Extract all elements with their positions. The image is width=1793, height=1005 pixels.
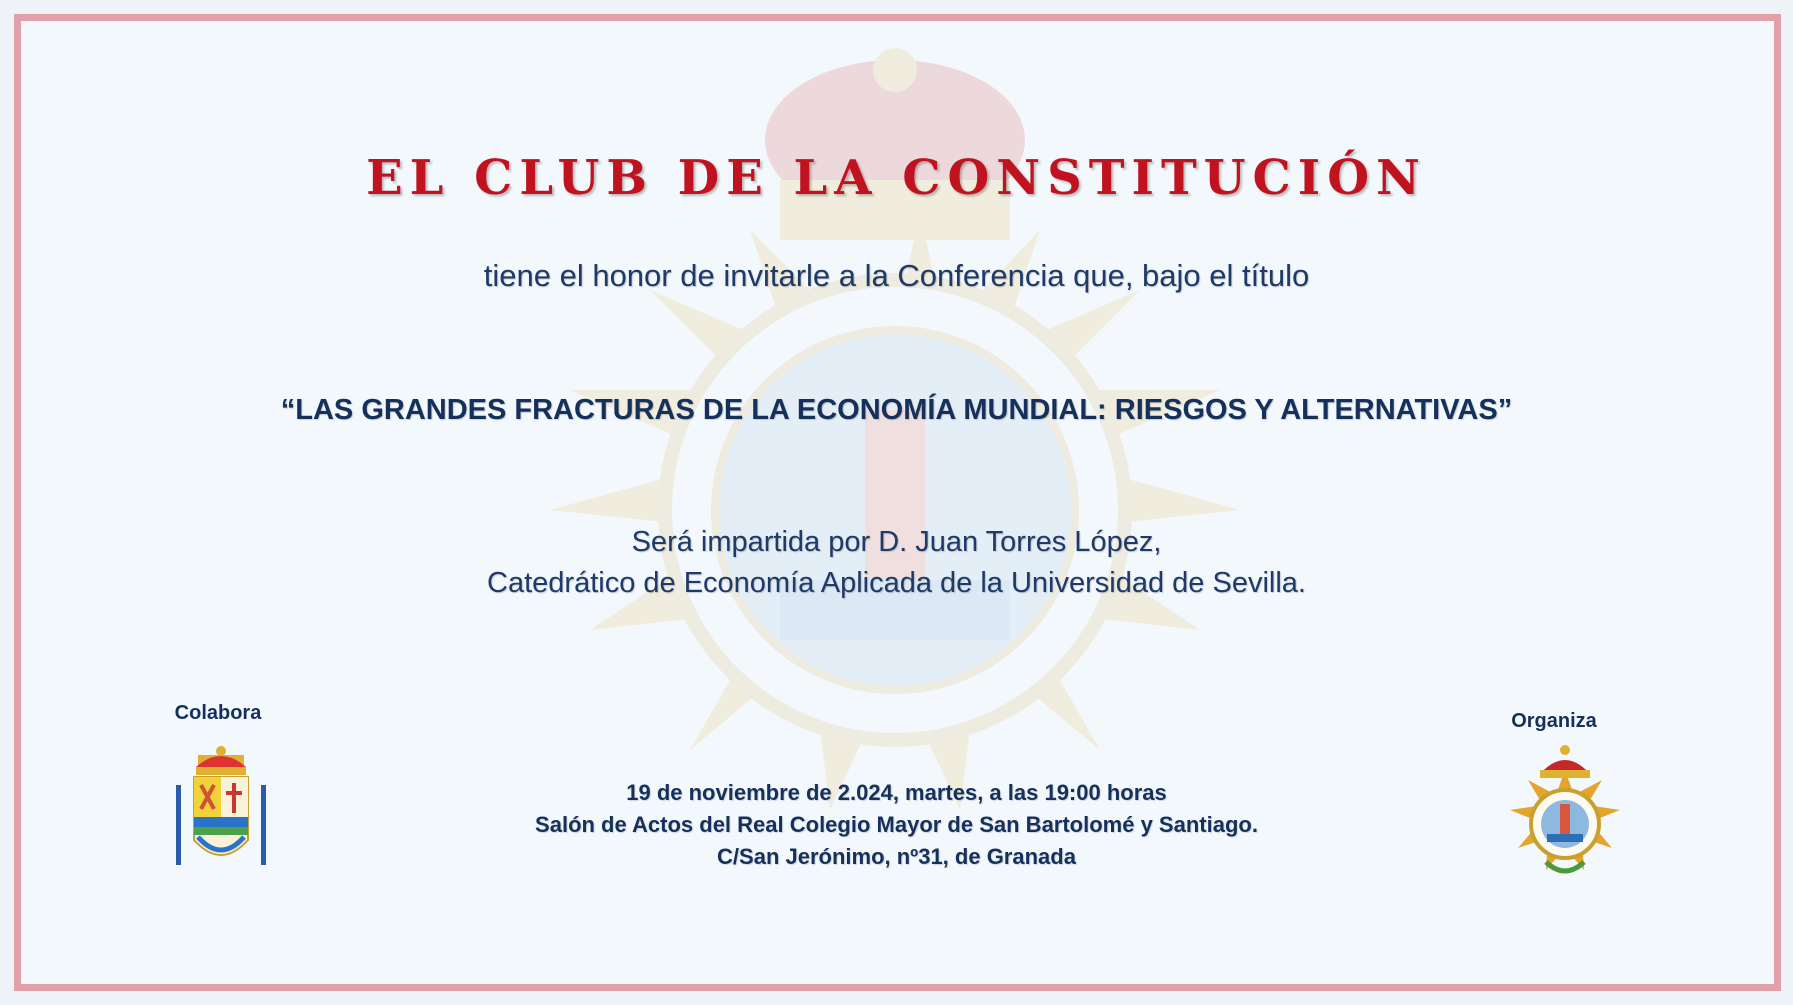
speaker-role: Catedrático de Economía Aplicada de la Universidad de Sevilla. bbox=[487, 567, 1306, 599]
collaborator-label: Colabora bbox=[174, 702, 262, 724]
event-venue: Salón de Actos del Real Colegio Mayor de San Bartolomé y Santiago. bbox=[535, 812, 1258, 837]
organizer-label: Organiza bbox=[1511, 710, 1597, 732]
organizer-emblem-icon bbox=[1502, 740, 1628, 895]
event-address: C/San Jerónimo, nº31, de Granada bbox=[717, 844, 1076, 869]
invitation-intro: tiene el honor de invitarle a la Conferencia que, bajo el título bbox=[483, 258, 1310, 293]
event-date-time: 19 de noviembre de 2.024, martes, a las 19:00 horas bbox=[626, 780, 1167, 805]
speaker-line: Será impartida por D. Juan Torres López, bbox=[631, 526, 1162, 558]
collaborator-crest-icon bbox=[158, 745, 284, 900]
conference-title: “LAS GRANDES FRACTURAS DE LA ECONOMÍA MUNDIAL: RIESGOS Y ALTERNATIVAS” bbox=[280, 394, 1513, 426]
club-title: EL CLUB DE LA CONSTITUCIÓN bbox=[366, 150, 1427, 206]
